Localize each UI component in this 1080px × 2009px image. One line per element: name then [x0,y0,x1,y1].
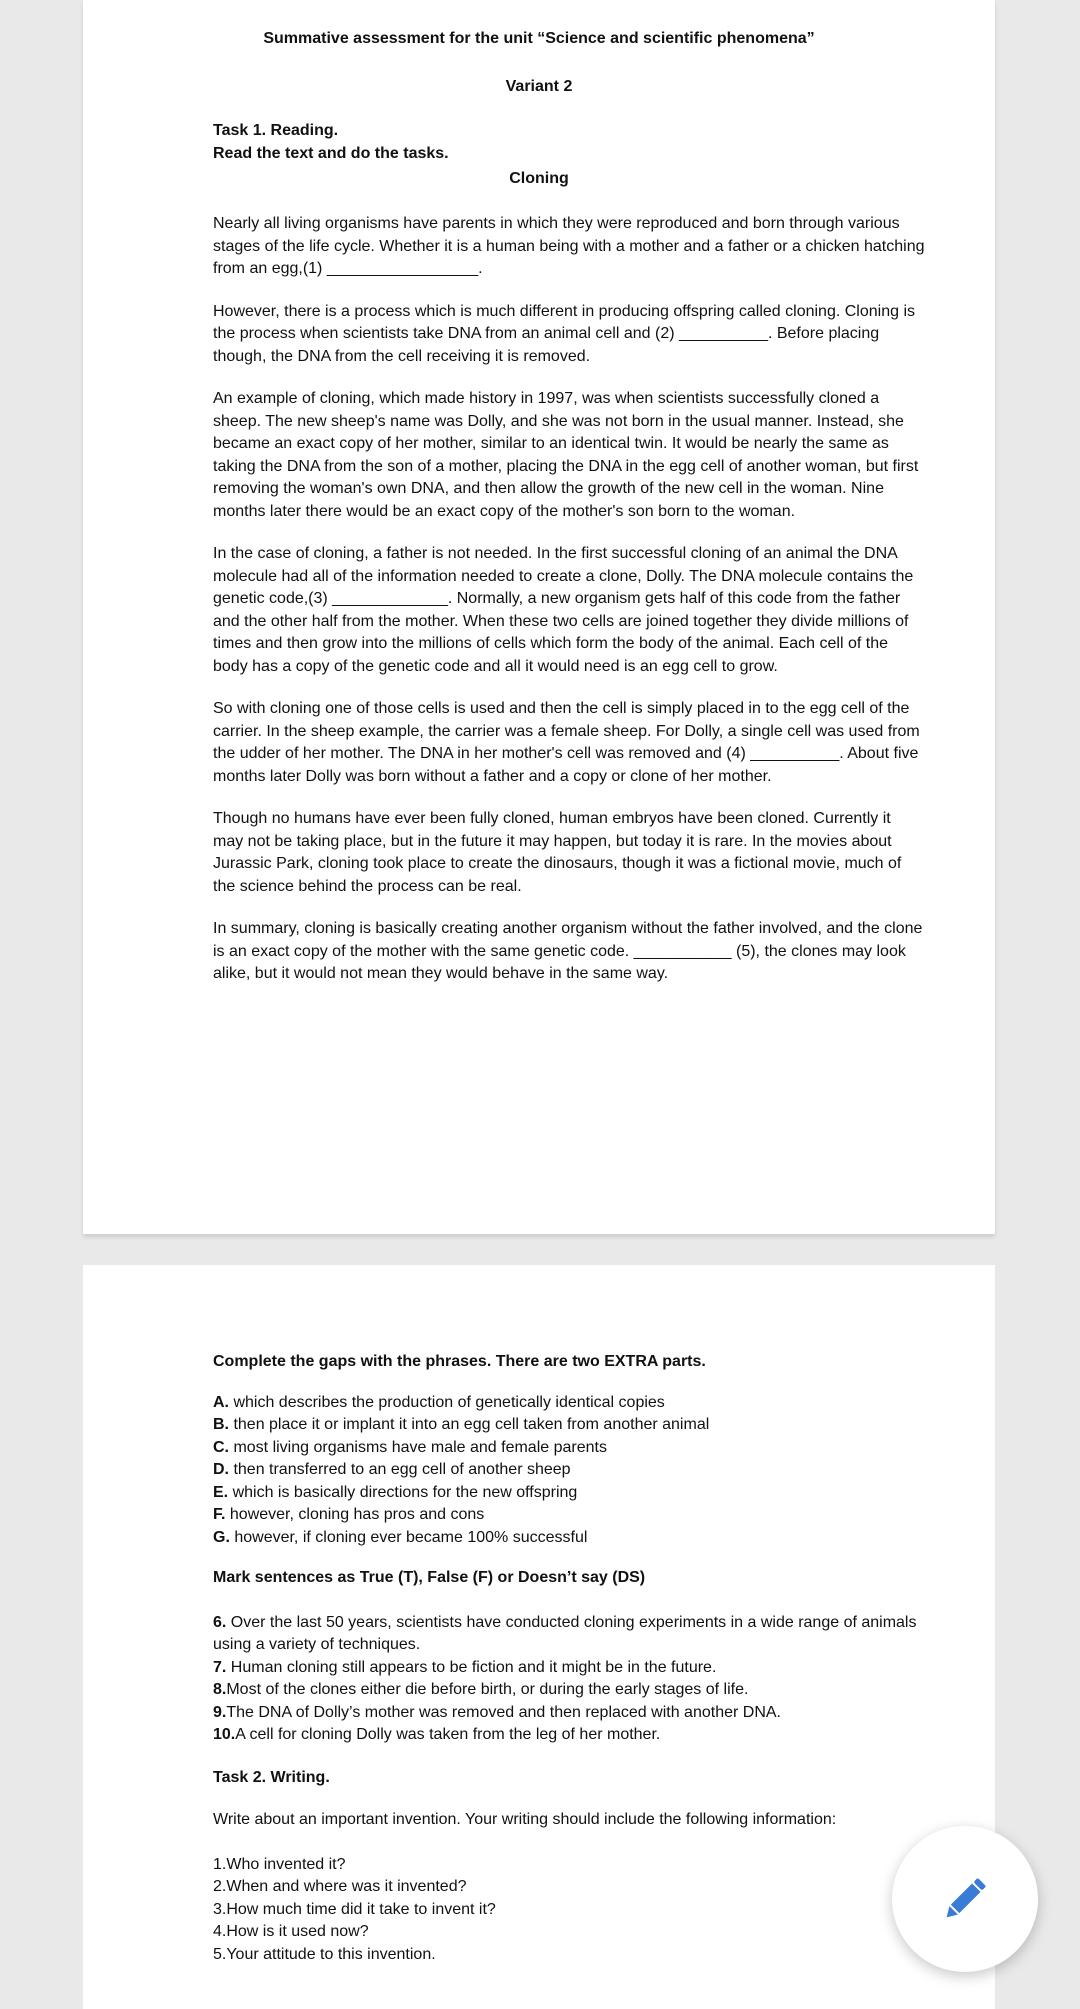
list-item: 4.How is it used now? [213,1923,369,1940]
assessment-heading: Summative assessment for the unit “Science and scientific phenomena” [263,30,815,47]
task1-instruction: Read the text and do the tasks. [213,144,449,162]
true-false-title: Mark sentences as True (T), False (F) or Doesn’t say (DS) [213,1569,646,1586]
options-list [213,1392,925,1550]
document-page-2 [83,1265,995,2009]
list-item: B. then place it or implant it into an egg cell taken from another animal [213,1416,710,1433]
paragraph: In summary, cloning is basically creating another organism without the father involved, and the clone is an exact copy of the mother with the same genetic code. ___________ (5), the clones may look alike, but it would not mean they would behave in the same way. [213,920,923,982]
paragraph: However, there is a process which is much different in producing offspring called cloning. Cloning is the process when scientists take DNA from an animal cell and (2) __________. Before placing though, the DNA from the cell receiving it is removed. [213,302,915,365]
list-item: 3.How much time did it take to invent it? [213,1900,496,1918]
paragraph: Though no humans have ever been fully cloned, human embryos have been cloned. Currently it may not be taking place, but in the future it may happen, but today it is rare. In the movies about Jurassic Park, cloning took place to create the dinosaurs, though it was a fictional movie, much of the science behind the process can be real. [213,810,902,895]
list-item: F. however, cloning has pros and cons [213,1506,485,1523]
list-item: G. however, if cloning ever became 100% successful [213,1528,588,1546]
pencil-icon [937,1871,993,1927]
list-item: 1.Who invented it? [213,1855,346,1873]
edit-button[interactable] [892,1826,1038,1972]
list-item: 9.The DNA of Dolly’s mother was removed and then replaced with another DNA. [213,1703,781,1721]
variant-label: Variant 2 [505,78,573,95]
list-item: 7. Human cloning still appears to be fiction and it might be in the future. [213,1658,717,1676]
task2-title: Task 2. Writing. [213,1768,330,1786]
gaps-title: Complete the gaps with the phrases. There are two EXTRA parts. [213,1353,706,1370]
paragraph: So with cloning one of those cells is used and then the cell is simply placed in to the egg cell of the carrier. In the sheep example, the carrier was a female sheep. For Dolly, a single cell was used from the udder of her mother. The DNA in her mother's cell was removed and (4) __________. About five months later Dolly was born without a father and a copy or clone of her mother. [213,700,920,785]
paragraph: Nearly all living organisms have parents in which they were reproduced and born through various stages of the life cycle. Whether it is a human being with a mother and a father or a chicken hatching from an egg,(1) _________________. [213,215,925,277]
statements-list [213,1612,925,1747]
list-item: 10.A cell for cloning Dolly was taken from the leg of her mother. [213,1726,661,1743]
document-page-1 [83,0,995,1234]
cloning-text [213,213,925,1006]
list-item: A. which describes the production of genetically identical copies [213,1393,665,1411]
list-item: 6. Over the last 50 years, scientists have conducted cloning experiments in a wide range of animals using a variety of techniques. [213,1613,917,1653]
questions-list [213,1854,925,1967]
list-item: E. which is basically directions for the new offspring [213,1483,578,1501]
list-item: 8.Most of the clones either die before birth, or during the early stages of life. [213,1681,749,1698]
tasks-section [213,1351,925,1966]
paragraph: An example of cloning, which made history in 1997, was when scientists successfully cloned a sheep. The new sheep's name was Dolly, and she was not born in the usual manner. Instead, she became an exact copy of her mother, similar to an identical twin. It would be nearly the same as taking the DNA from the son of a mother, placing the DNA in the egg cell of another woman, but first removing the woman's own DNA, and then allow the growth of the new cell in the woman. Nine months later there would be an exact copy of the mother's son born to the woman. [213,390,919,520]
list-item: 5.Your attitude to this invention. [213,1945,436,1963]
task1-title: Task 1. Reading. [213,122,339,139]
paragraph: In the case of cloning, a father is not needed. In the first successful cloning of an animal the DNA molecule had all of the information needed to create a clone, Dolly. The DNA molecule contains the genetic code,(3) _____________. Normally, a new organism gets half of this code from the father and the other half from the mother. When these two cells are joined together they divide millions of times and then grow into the millions of cells which form the body of the animal. Each cell of the body has a copy of the genetic code and all it would need is an egg cell to grow. [213,545,914,675]
list-item: 2.When and where was it invented? [213,1878,467,1895]
list-item: C. most living organisms have male and female parents [213,1438,607,1456]
reading-section [213,120,925,165]
task2-instruction: Write about an important invention. Your writing should include the following information: [213,1811,837,1828]
text-title: Cloning [509,170,569,187]
list-item: D. then transferred to an egg cell of another sheep [213,1461,571,1478]
